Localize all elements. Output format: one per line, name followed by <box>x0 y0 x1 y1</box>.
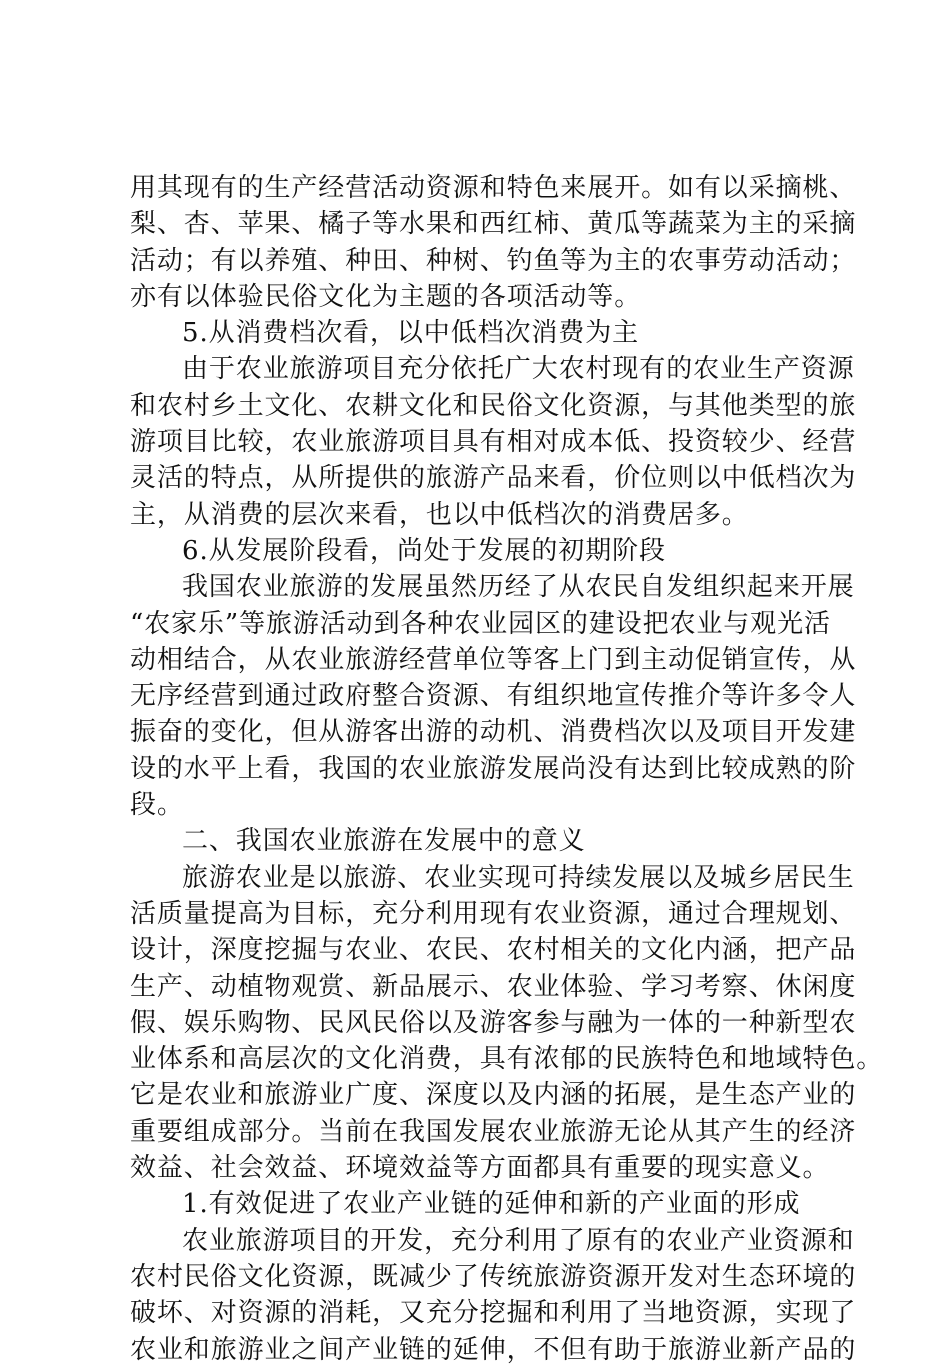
text-line: 5.从消费档次看，以中低档次消费为主 <box>182 318 640 349</box>
text-line: 假、娱乐购物、民风民俗以及游客参与融为一体的一种新型农 <box>130 1007 857 1038</box>
text-line: 和农村乡土文化、农耕文化和民俗文化资源，与其他类型的旅 <box>130 390 857 421</box>
text-line: 它是农业和旅游业广度、深度以及内涵的拓展，是生态产业的 <box>130 1080 857 1111</box>
text-line: 动相结合，从农业旅游经营单位等客上门到主动促销宣传，从 <box>130 644 857 675</box>
text-line: 重要组成部分。当前在我国发展农业旅游无论从其产生的经济 <box>130 1116 857 1147</box>
text-line: 灵活的特点，从所提供的旅游产品来看，价位则以中低档次为 <box>130 463 857 494</box>
document-body <box>130 170 884 1368</box>
text-line: 设计，深度挖掘与农业、农民、农村相关的文化内涵，把产品 <box>130 935 857 966</box>
text-line: 振奋的变化，但从游客出游的动机、消费档次以及项目开发建 <box>130 717 857 748</box>
text-line: 活动；有以养殖、种田、种树、钓鱼等为主的农事劳动活动； <box>130 245 857 276</box>
text-line: 无序经营到通过政府整合资源、有组织地宣传推介等许多令人 <box>130 681 857 712</box>
text-line: 活质量提高为目标，充分利用现有农业资源，通过合理规划、 <box>130 898 857 929</box>
text-line: 梨、杏、苹果、橘子等水果和西红柿、黄瓜等蔬菜为主的采摘 <box>130 209 857 240</box>
text-line: 农业和旅游业之间产业链的延伸，不但有助于旅游业新产品的 <box>130 1334 857 1365</box>
text-line: 亦有以体验民俗文化为主题的各项活动等。 <box>130 281 642 312</box>
text-line: 主，从消费的层次来看，也以中低档次的消费居多。 <box>130 499 749 530</box>
text-line: 二、我国农业旅游在发展中的意义 <box>182 826 586 857</box>
text-line: 破坏、对资源的消耗，又充分挖掘和利用了当地资源，实现了 <box>130 1298 857 1329</box>
text-line: 1.有效促进了农业产业链的延伸和新的产业面的形成 <box>182 1189 801 1220</box>
text-line: “农家乐”等旅游活动到各种农业园区的建设把农业与观光活 <box>130 608 831 639</box>
text-line: 游项目比较，农业旅游项目具有相对成本低、投资较少、经营 <box>130 427 857 458</box>
text-line: 效益、社会效益、环境效益等方面都具有重要的现实意义。 <box>130 1153 830 1184</box>
text-line: 生产、动植物观赏、新品展示、农业体验、学习考察、休闲度 <box>130 971 857 1002</box>
text-line: 段。 <box>130 790 184 821</box>
text-line: 业体系和高层次的文化消费，具有浓郁的民族特色和地域特色。 <box>130 1044 884 1075</box>
text-line: 旅游农业是以旅游、农业实现可持续发展以及城乡居民生 <box>182 862 855 893</box>
text-line: 由于农业旅游项目充分依托广大农村现有的农业生产资源 <box>182 354 855 385</box>
text-line: 我国农业旅游的发展虽然历经了从农民自发组织起来开展 <box>182 572 855 603</box>
text-line: 6.从发展阶段看，尚处于发展的初期阶段 <box>182 535 666 566</box>
text-line: 设的水平上看，我国的农业旅游发展尚没有达到比较成熟的阶 <box>130 753 857 784</box>
text-line: 农村民俗文化资源，既减少了传统旅游资源开发对生态环境的 <box>130 1261 857 1292</box>
text-line: 用其现有的生产经营活动资源和特色来展开。如有以采摘桃、 <box>130 173 857 203</box>
text-line: 农业旅游项目的开发，充分利用了原有的农业产业资源和 <box>182 1225 855 1256</box>
